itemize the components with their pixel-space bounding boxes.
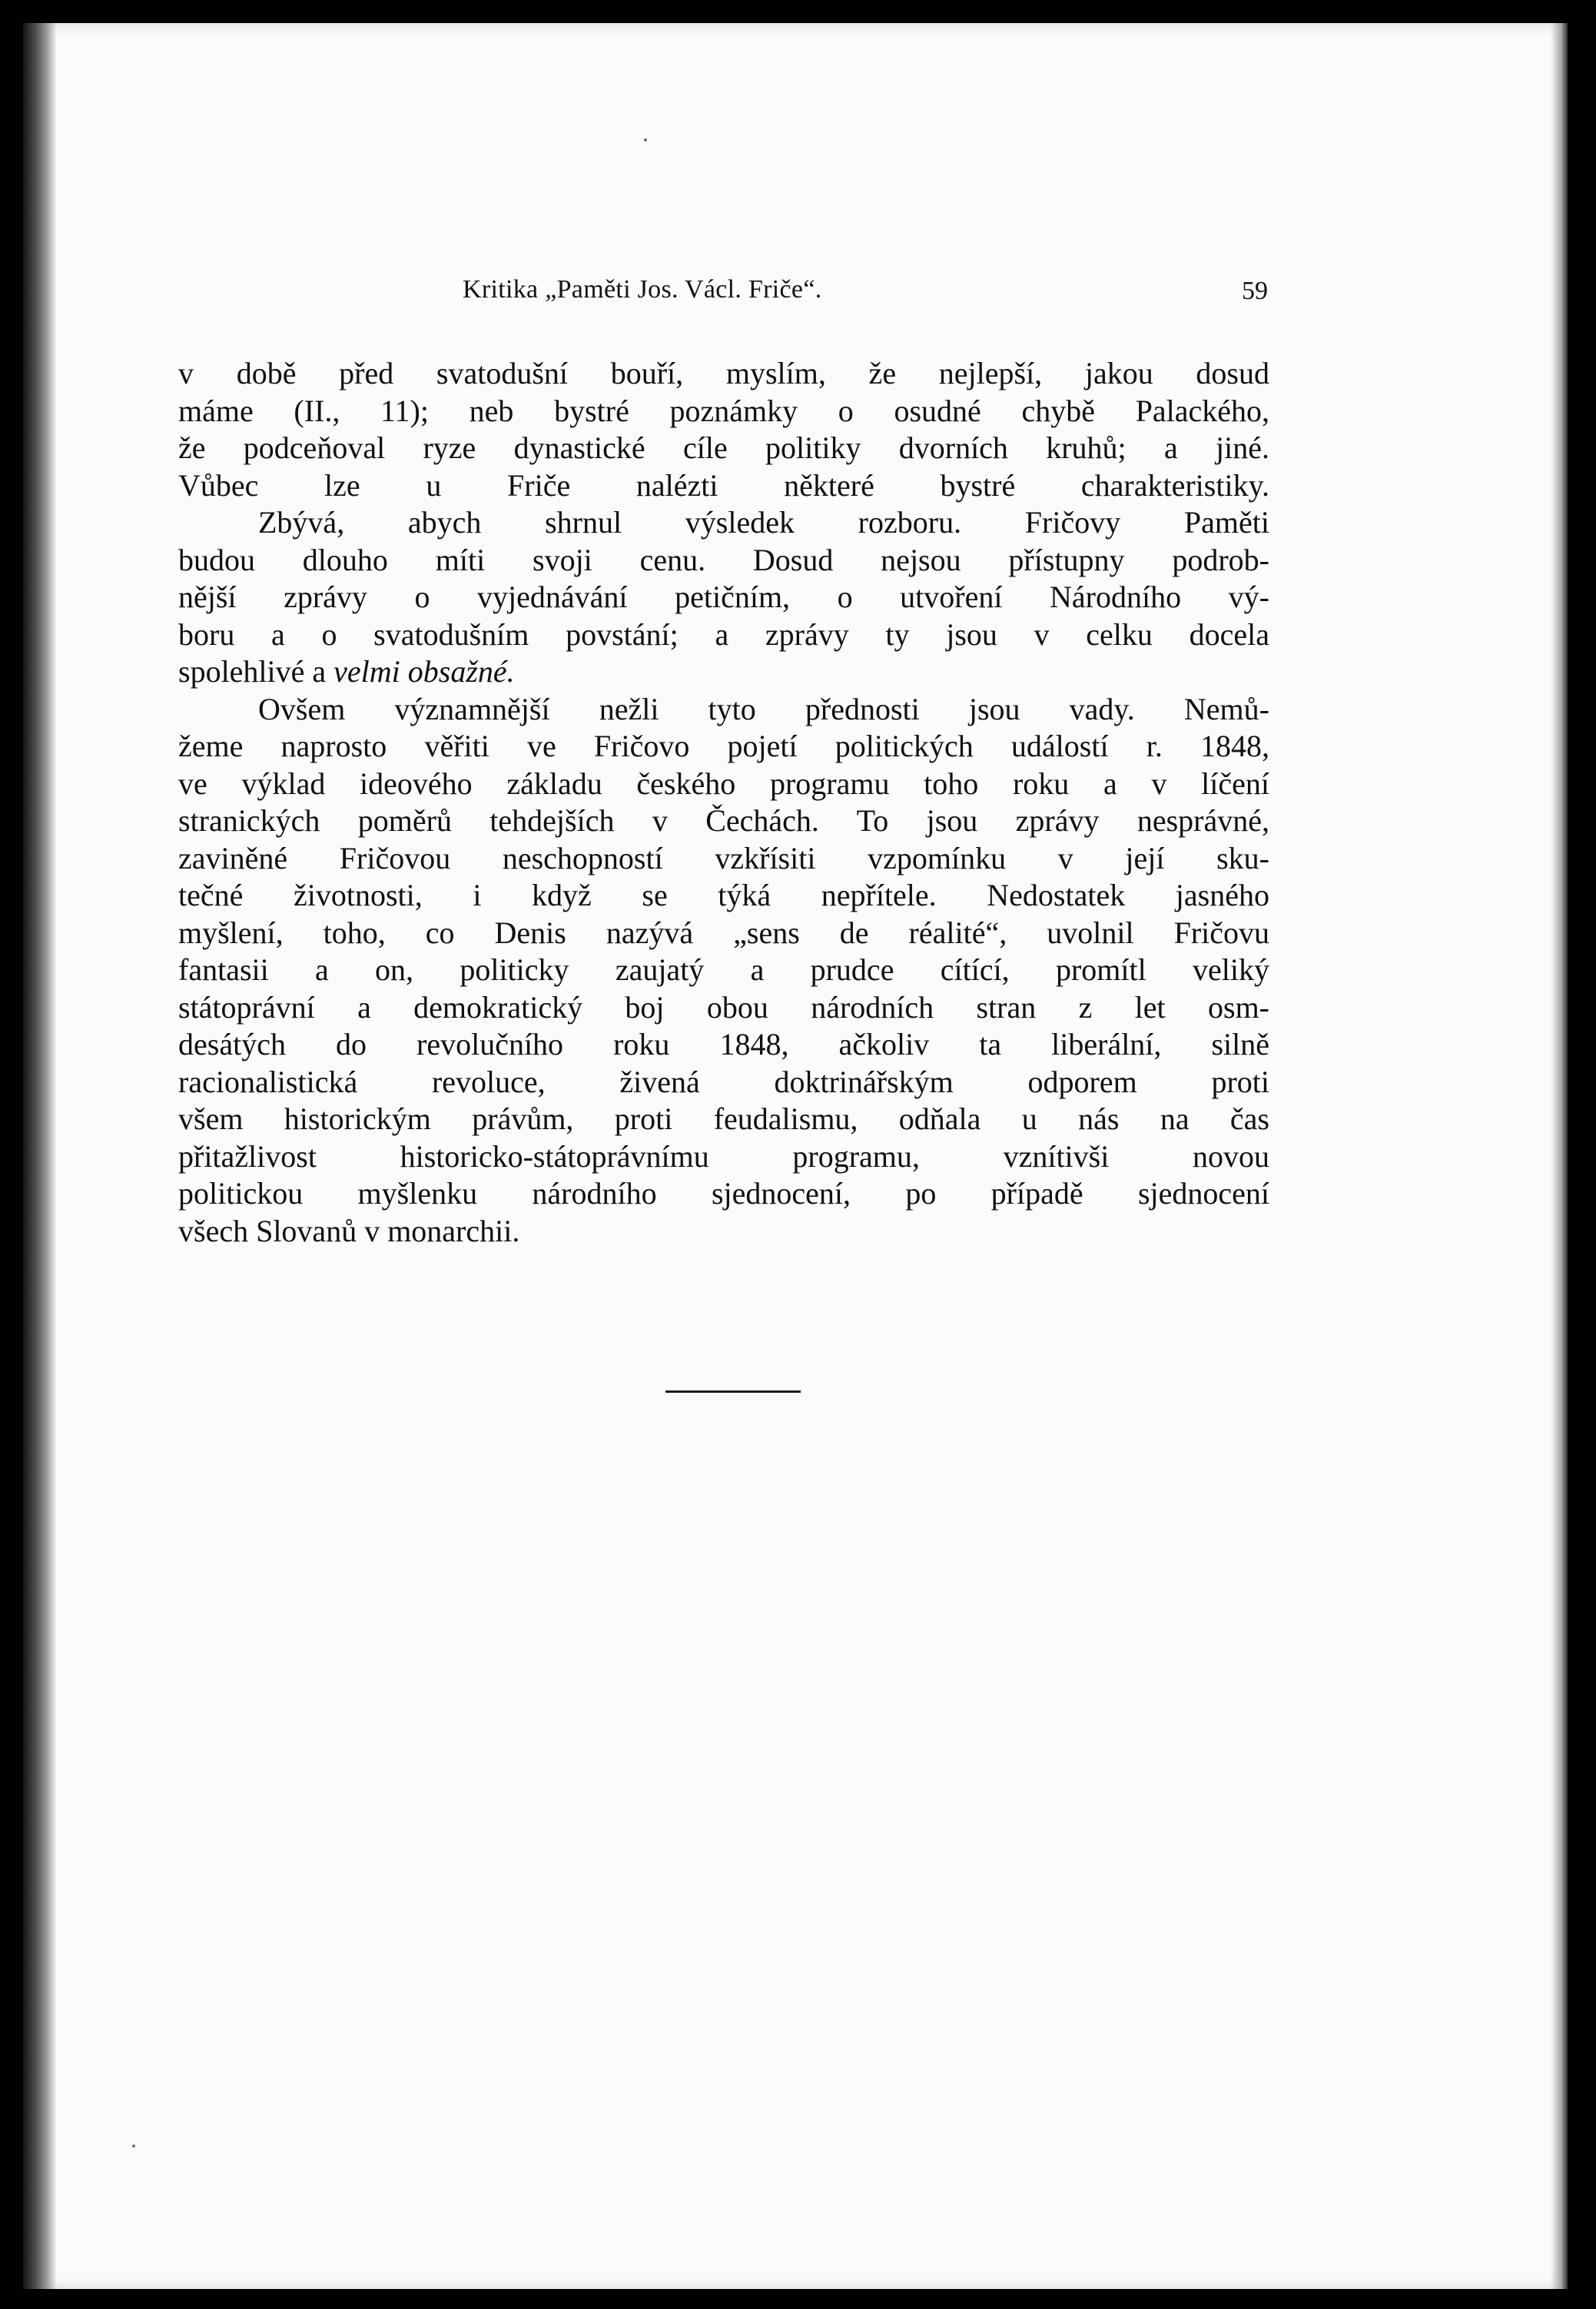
text-line: všech Slovanů v monarchii. [178, 1213, 520, 1248]
text-line-start: spolehlivé a [178, 654, 327, 689]
section-end-rule [665, 1390, 801, 1393]
text-line: boru a o svatodušním povstání; a zprávy ty jsou v celku docela [178, 616, 1269, 652]
text-line: desátých do revolučního roku 1848, ačkoliv ta liberální, silně [178, 1027, 1269, 1061]
text-line: stranických poměrů tehdejších v Čechách. To jsou zprávy nesprávné, [178, 803, 1269, 838]
text-line: politickou myšlenku národního sjednocení, po případě sjednocení [178, 1176, 1269, 1211]
body-text [178, 355, 1269, 1250]
text-line: Ovšem významnější nežli tyto přednosti jsou vady. Nemů- [258, 691, 1269, 726]
text-line: tečné životnosti, i když se týká nepřítele. Nedostatek jasného [178, 878, 1269, 912]
text-line: budou dlouho míti svoji cenu. Dosud nejsou přístupny podrob- [178, 542, 1269, 577]
text-line: máme (II., 11); neb bystré poznámky o osudné chybě Palackého, [178, 393, 1269, 428]
scan-speck [132, 2145, 135, 2148]
text-line: žeme naprosto věřiti ve Fričovo pojetí politických událostí r. 1848, [178, 729, 1269, 763]
text-line: myšlení, toho, co Denis nazývá „sens de réalité“, uvolnil Fričovu [178, 915, 1269, 950]
text-line [178, 653, 1269, 691]
book-binding-shadow [23, 23, 57, 2289]
text-line: Vůbec lze u Friče nalézti některé bystré charakteristiky. [178, 467, 1269, 503]
text-line: všem historickým právům, proti feudalismu, odňala u nás na čas [178, 1101, 1269, 1136]
running-title: Kritika „Paměti Jos. Václ. Friče“. [463, 275, 822, 304]
running-header [177, 275, 1268, 321]
scan-speck [644, 138, 647, 141]
text-line: přitažlivost historicko-státoprávnímu programu, vznítivši novou [178, 1138, 1269, 1174]
text-line: zaviněné Fričovou neschopností vzkřísiti vzpomínku v její sku- [178, 840, 1269, 875]
text-line: Zbývá, abych shrnul výsledek rozboru. Fričovy Paměti [258, 505, 1269, 540]
page-edge-shadow [1551, 23, 1568, 2289]
text-line: ve výklad ideového základu českého programu toho roku a v líčení [178, 766, 1269, 801]
text-line: nější zprávy o vyjednávání petičním, o utvoření Národního vý- [178, 580, 1269, 614]
text-line: fantasii a on, politicky zaujatý a prudce cítící, promítl veliký [178, 952, 1269, 987]
page-number: 59 [1242, 277, 1268, 305]
text-line: že podceňoval ryze dynastické cíle politiky dvorních kruhů; a jiné. [178, 430, 1269, 465]
italic-emphasis: velmi obsažné. [333, 654, 515, 689]
text-line: racionalistická revoluce, živená doktrinářským odporem proti [178, 1064, 1269, 1099]
text-line: státoprávní a demokratický boj obou národních stran z let osm- [178, 989, 1269, 1025]
text-line: v době před svatodušní bouří, myslím, že nejlepší, jakou dosud [178, 356, 1269, 390]
